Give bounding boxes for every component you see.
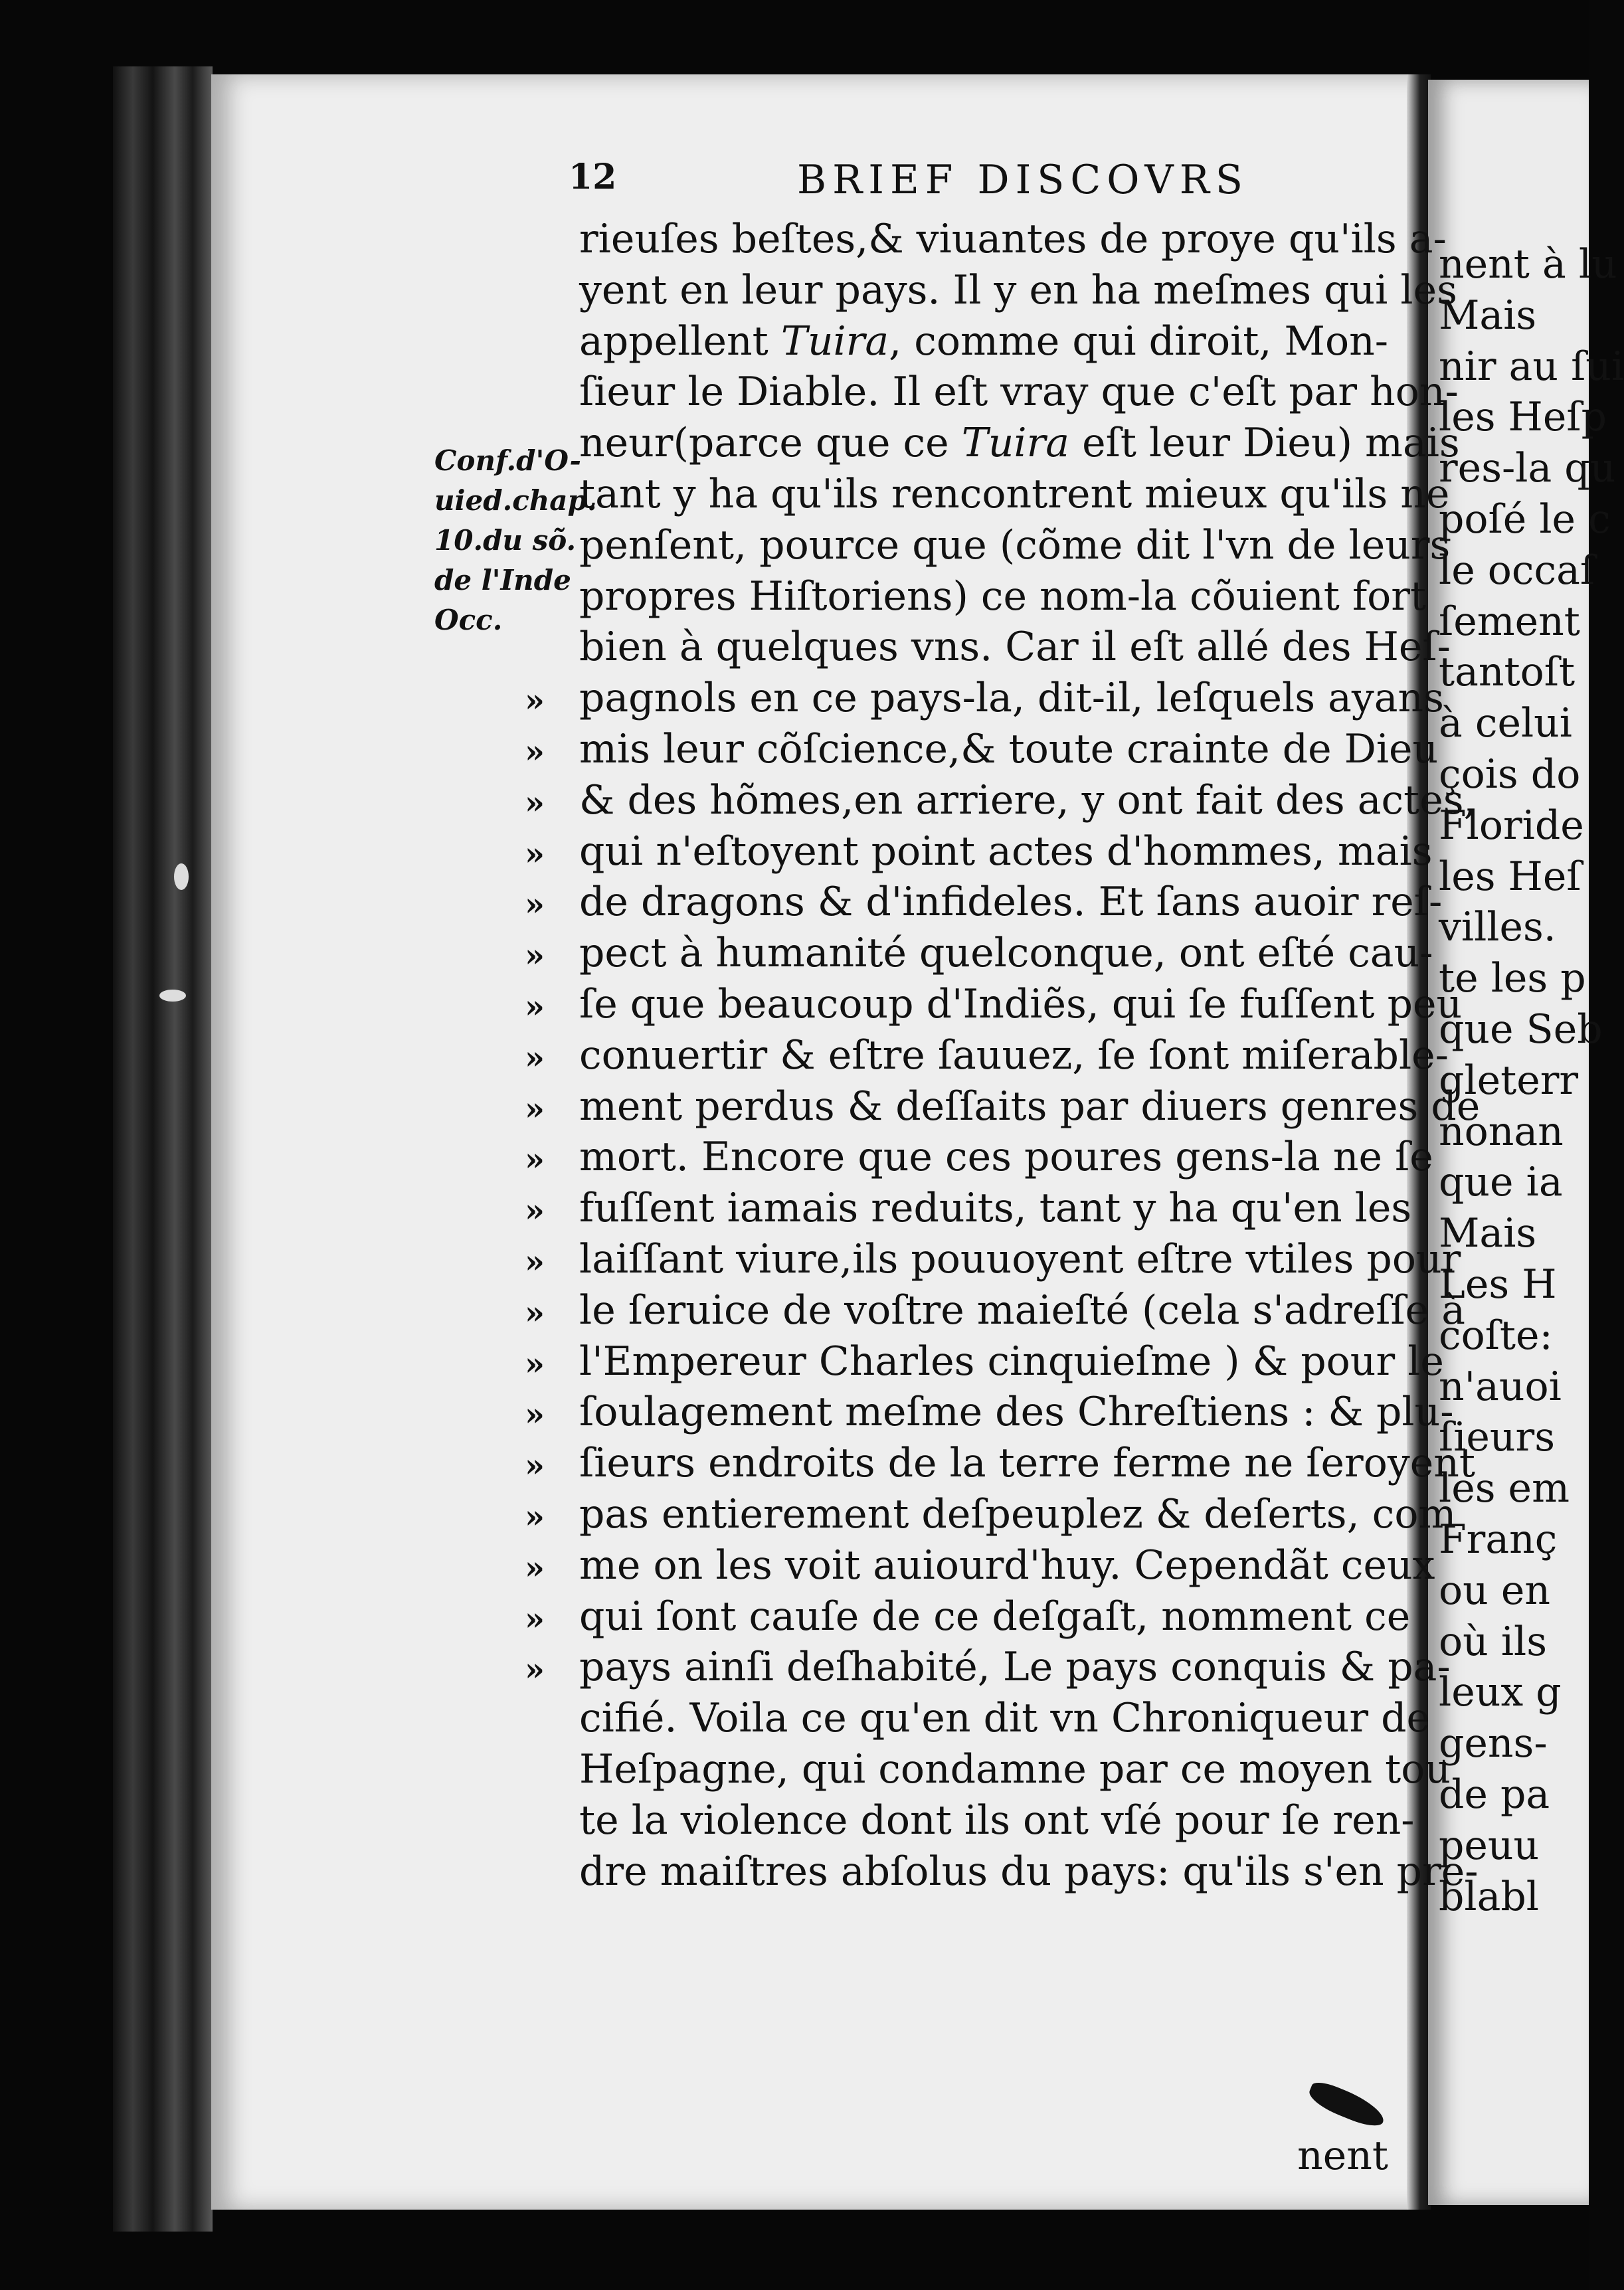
text-line xyxy=(525,1438,1475,1489)
quote-mark: » xyxy=(525,988,545,1025)
line-text: pagnols en ce pays-la, dit-il, leſquels ayans xyxy=(579,675,1444,722)
line-text: ſieurs endroits de la terre ferme ne ſeroyent xyxy=(579,1440,1475,1487)
right-page-line: gleterr xyxy=(1439,1057,1579,1104)
right-page-line: peuu xyxy=(1439,1822,1540,1869)
right-page-line: res-la qu xyxy=(1439,445,1616,492)
text-line xyxy=(525,1285,1466,1336)
margin-note-line: 10.du sõ. xyxy=(434,524,577,557)
right-page-line: Floride xyxy=(1439,802,1584,849)
body-text xyxy=(525,214,1481,1897)
quote-mark: » xyxy=(525,937,545,975)
right-page-line: Mais xyxy=(1439,1210,1537,1257)
line-text: mort. Encore que ces poures gens-la ne ſe xyxy=(579,1134,1433,1181)
line-text: te la violence dont ils ont vſé pour ſe ren- xyxy=(579,1797,1415,1844)
right-page-line: gens- xyxy=(1439,1720,1548,1767)
right-page-line: à celui xyxy=(1439,700,1572,747)
quote-mark: » xyxy=(525,733,545,770)
margin-note-line: de l'Inde xyxy=(434,564,571,596)
right-page-line: Les H xyxy=(1439,1261,1557,1308)
line-text: appellent Tuira, comme qui diroit, Mon- xyxy=(579,317,1388,365)
right-page-line: blabl xyxy=(1439,1873,1539,1920)
line-text: Heſpagne, qui condamne par ce moyen tou xyxy=(579,1745,1451,1793)
right-page-line: villes. xyxy=(1439,904,1556,951)
right-page-line: coſte: xyxy=(1439,1312,1553,1359)
right-page-line: où ils xyxy=(1439,1618,1548,1665)
running-head-title: BRIEF DISCOVRS xyxy=(797,157,1249,203)
line-text: pect à humanité quelconque, ont eſté cau- xyxy=(579,930,1433,977)
margin-note-line: Conf.d'O- xyxy=(434,444,581,477)
right-page-line: leux g xyxy=(1439,1669,1562,1716)
quote-mark: » xyxy=(525,1039,545,1077)
line-text: me on les voit auiourd'huy. Cependãt ceux xyxy=(579,1541,1435,1589)
text-line xyxy=(525,571,1427,622)
text-line xyxy=(525,1081,1481,1132)
text-line xyxy=(525,622,1451,673)
line-text: dre maiſtres abſolus du pays: qu'ils s'en pre- xyxy=(579,1848,1479,1895)
right-page-line: ſement xyxy=(1439,598,1580,645)
right-page-line: les Heſp xyxy=(1439,394,1607,441)
line-text: conuertir & eſtre ſauuez, ſe ſont miſerable- xyxy=(579,1031,1449,1079)
text-line xyxy=(525,775,1477,826)
quote-mark: » xyxy=(525,784,545,822)
scan-speck xyxy=(159,990,186,1002)
quote-mark: » xyxy=(525,1651,545,1689)
line-text: rieuſes beſtes,& viuantes de proye qu'ils a- xyxy=(579,216,1447,262)
scan-speck xyxy=(174,863,189,890)
text-line xyxy=(525,1030,1449,1081)
right-page-line: çois do xyxy=(1439,750,1581,798)
line-text: cifié. Voila ce qu'en dit vn Chroniqueur de xyxy=(579,1695,1431,1742)
text-line xyxy=(525,418,1460,469)
text-line xyxy=(525,316,1388,367)
right-page-line: de pa xyxy=(1439,1771,1550,1818)
right-page-line: les em xyxy=(1439,1465,1570,1512)
right-page-line: nent à lu xyxy=(1439,241,1617,288)
text-line xyxy=(525,724,1439,775)
page-number: 12 xyxy=(569,157,617,197)
line-text: ſoulagement meſme des Chreſtiens : & plu- xyxy=(579,1389,1454,1436)
text-line xyxy=(525,1234,1461,1285)
text-line xyxy=(525,1846,1479,1897)
text-line xyxy=(525,1744,1451,1795)
text-line xyxy=(525,469,1450,520)
line-text: & des hõmes,en arriere, y ont fait des actes, xyxy=(579,776,1477,824)
right-page-line: tantoſt xyxy=(1439,649,1576,696)
line-text: mis leur cõſcience,& toute crainte de Dieu xyxy=(579,725,1439,772)
line-text: qui ſont cauſe de ce deſgaſt, nomment ce xyxy=(579,1593,1411,1640)
catchword: nent xyxy=(1297,2133,1388,2179)
right-page-line: les Heſ xyxy=(1439,853,1581,900)
line-text: propres Hiſtoriens) ce nom-la cõuient fort xyxy=(579,572,1427,620)
right-page-line: Mais xyxy=(1439,292,1537,339)
line-text: yent en leur pays. Il y en ha meſmes qui les xyxy=(579,266,1457,313)
quote-mark: » xyxy=(525,1345,545,1383)
text-line xyxy=(525,979,1463,1030)
line-text: l'Empereur Charles cinquieſme ) & pour le xyxy=(579,1338,1444,1385)
right-page-line: poſé le c xyxy=(1439,495,1611,543)
quote-mark: » xyxy=(525,1498,545,1536)
right-page-line: ſieurs xyxy=(1439,1414,1556,1461)
line-text: tant y ha qu'ils rencontrent mieux qu'ils ne xyxy=(579,470,1450,517)
right-page-text xyxy=(1439,239,1624,1922)
quote-mark: » xyxy=(525,835,545,873)
text-line xyxy=(525,1591,1411,1642)
text-line xyxy=(525,877,1443,928)
text-line xyxy=(525,826,1433,877)
margin-note-line: Occ. xyxy=(434,604,503,636)
line-text: ſieur le Diable. Il eſt vray que c'eſt par hon- xyxy=(579,369,1459,416)
right-page-line: n'auoi xyxy=(1439,1363,1562,1410)
right-page-line: Franç xyxy=(1439,1516,1558,1563)
right-page-line: nonan xyxy=(1439,1108,1564,1155)
text-line xyxy=(525,1183,1412,1234)
right-page-line: que ia xyxy=(1439,1159,1563,1206)
line-text: pas entierement deſpeuplez & deſerts, com xyxy=(579,1490,1457,1538)
line-text: qui n'eſtoyent point actes d'hommes, mais xyxy=(579,828,1433,875)
line-text: ſe que beaucoup d'Indiẽs, qui ſe fuſſent peu xyxy=(579,980,1463,1027)
line-text: pays ainſi deſhabité, Le pays conquis & pa- xyxy=(579,1644,1451,1691)
text-line xyxy=(525,1489,1457,1540)
quote-mark: » xyxy=(525,1090,545,1128)
text-line xyxy=(525,265,1457,316)
quote-mark: » xyxy=(525,1141,545,1179)
text-line xyxy=(525,1795,1415,1846)
text-line xyxy=(525,1540,1435,1591)
quote-mark: » xyxy=(525,886,545,924)
quote-mark: » xyxy=(525,1243,545,1280)
margin-note-line: uied.chap. xyxy=(434,484,597,517)
line-text: neur(parce que ce Tuira eſt leur Dieu) mais xyxy=(579,420,1460,467)
text-line xyxy=(525,928,1433,979)
text-line xyxy=(525,520,1451,571)
text-line xyxy=(525,1132,1433,1183)
line-text: ment perdus & deſſaits par diuers genres de xyxy=(579,1083,1481,1130)
right-page-line: le occaſ xyxy=(1439,547,1595,594)
right-page-line: te les p xyxy=(1439,955,1586,1002)
quote-mark: » xyxy=(525,1192,545,1230)
catchword-row xyxy=(525,2131,1388,2182)
right-page-line: que Seb xyxy=(1439,1006,1603,1053)
text-line xyxy=(525,673,1444,724)
text-line xyxy=(525,1693,1431,1744)
text-line xyxy=(525,1387,1454,1438)
text-line xyxy=(525,1642,1451,1693)
book-binding-edge xyxy=(113,66,213,2232)
right-page-line: ou en xyxy=(1439,1567,1550,1614)
quote-mark: » xyxy=(525,682,545,720)
line-text: laiſſant viure,ils pouuoyent eſtre vtiles pour xyxy=(579,1235,1461,1282)
line-text: de dragons & d'infideles. Et ſans auoir reſ- xyxy=(579,879,1443,926)
text-line xyxy=(525,214,1447,265)
quote-mark: » xyxy=(525,1600,545,1638)
text-line xyxy=(525,1336,1444,1387)
line-text: penſent, pource que (cõme dit l'vn de leurs xyxy=(579,521,1451,569)
text-line xyxy=(525,367,1459,418)
line-text: fuſſent iamais reduits, tant y ha qu'en les xyxy=(579,1185,1412,1232)
quote-mark: » xyxy=(525,1549,545,1587)
quote-mark: » xyxy=(525,1294,545,1332)
line-text: bien à quelques vns. Car il eſt allé des Heſ- xyxy=(579,624,1451,671)
right-page-line: nir au ſui xyxy=(1439,343,1624,390)
quote-mark: » xyxy=(525,1396,545,1434)
line-text: le ſeruice de voſtre maieſté (cela s'adreſſe à xyxy=(579,1286,1466,1334)
quote-mark: » xyxy=(525,1447,545,1485)
